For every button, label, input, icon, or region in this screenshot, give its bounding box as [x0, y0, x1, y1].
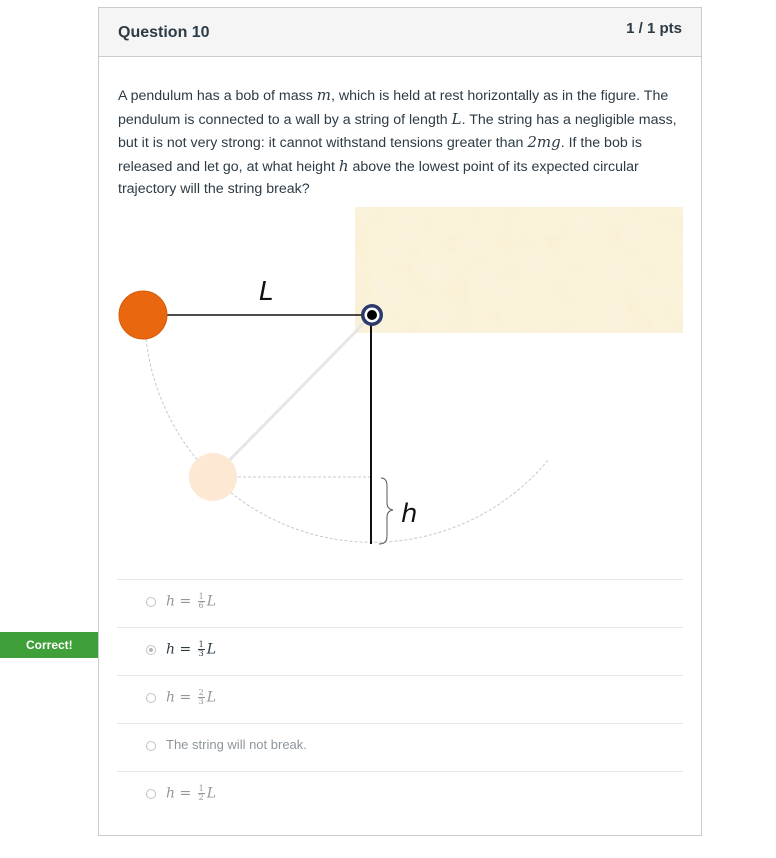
- answer-list: [117, 579, 683, 819]
- math-mass: m: [316, 86, 331, 104]
- answer-var: L: [206, 689, 217, 706]
- answer-fraction: [198, 785, 205, 802]
- radio-button[interactable]: [146, 597, 156, 607]
- correct-label: Correct!: [26, 638, 73, 652]
- question-card: [98, 7, 702, 836]
- answer-denominator: 6: [198, 601, 204, 610]
- answer-option[interactable]: [117, 675, 683, 723]
- question-text-part: . If the bob is released and let go, at what height: [118, 135, 642, 175]
- answer-option[interactable]: [117, 723, 683, 771]
- answer-lhs: h: [166, 641, 176, 658]
- answer-numerator: 1: [198, 640, 204, 649]
- answer-option[interactable]: [117, 771, 683, 819]
- question-text-part: A pendulum has a bob of mass: [118, 88, 317, 104]
- answer-lhs: h: [166, 785, 176, 802]
- answer-var: L: [206, 593, 217, 610]
- answer-eq: =: [179, 689, 192, 706]
- answer-option[interactable]: [117, 579, 683, 627]
- answer-label: [166, 689, 216, 706]
- radio-button-selected[interactable]: [146, 645, 156, 655]
- answer-denominator: 3: [198, 697, 204, 706]
- answer-denominator: 3: [198, 649, 204, 658]
- pendulum-figure: [99, 206, 703, 552]
- question-text-part: . The string has a negligible mass, but it is not very strong: it cannot withstand tensions greater than: [118, 111, 677, 151]
- height-bracket: [379, 478, 393, 544]
- answer-eq: =: [179, 641, 192, 658]
- answer-numerator: 1: [198, 784, 204, 793]
- question-text-part: , which is held at rest horizontally as in the figure. The pendulum is connected to a wall by a string of length: [118, 88, 669, 128]
- question-header: [99, 8, 701, 57]
- answer-var: L: [206, 641, 217, 658]
- question-title: Question 10: [118, 24, 210, 41]
- pivot-center: [367, 310, 377, 320]
- faded-string: [213, 316, 371, 477]
- answer-label: [166, 641, 216, 658]
- answer-eq: =: [179, 593, 192, 610]
- radio-button[interactable]: [146, 789, 156, 799]
- math-length: L: [451, 109, 462, 128]
- question-points: 1 / 1 pts: [626, 20, 682, 37]
- answer-option-selected[interactable]: [117, 627, 683, 675]
- answer-fraction: [198, 593, 205, 610]
- correct-answer-tag: [0, 632, 112, 658]
- trajectory-arc: [145, 324, 549, 542]
- answer-eq: =: [179, 785, 192, 802]
- ghost-bob: [189, 453, 237, 501]
- question-text-part: above the lowest point of its expected circular trajectory will the string break?: [118, 158, 639, 197]
- length-label: L: [259, 277, 274, 307]
- radio-button[interactable]: [146, 693, 156, 703]
- radio-button[interactable]: [146, 741, 156, 751]
- math-height: h: [338, 156, 349, 175]
- answer-fraction: [198, 641, 205, 658]
- answer-label: [166, 785, 216, 802]
- question-text: [118, 84, 684, 201]
- math-tension: 2mg: [527, 133, 561, 151]
- answer-var: L: [206, 785, 217, 802]
- answer-fraction: [198, 689, 205, 706]
- answer-label: The string will not break.: [166, 737, 307, 752]
- answer-lhs: h: [166, 689, 176, 706]
- height-label: h: [401, 499, 418, 529]
- answer-numerator: 2: [198, 688, 204, 697]
- answer-lhs: h: [166, 593, 176, 610]
- pendulum-diagram: [99, 206, 703, 552]
- answer-label: [166, 593, 216, 610]
- answer-numerator: 1: [198, 592, 204, 601]
- answer-denominator: 2: [198, 793, 204, 802]
- wall-texture: [355, 207, 683, 333]
